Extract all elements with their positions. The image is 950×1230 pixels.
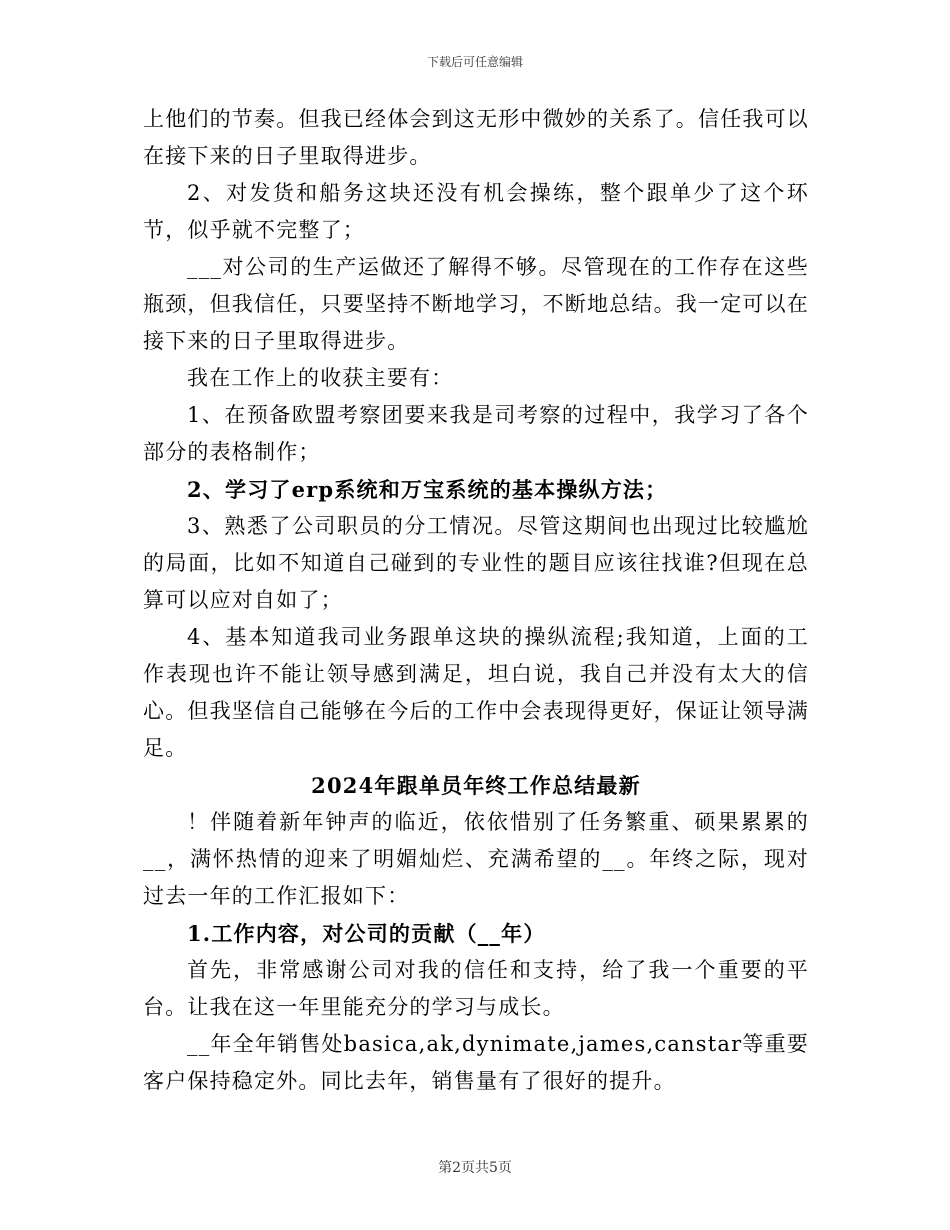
paragraph-intro: ！伴随着新年钟声的临近，依依惜别了任务繁重、硕果累累的__，满怀热情的迎来了明媚灿烂、充满希望的__。年终之际，现对过去一年的工作汇报如下： <box>143 810 809 908</box>
paragraph-continuation: 上他们的节奏。但我已经体会到这无形中微妙的关系了。信任我可以在接下来的日子里取得进步。 <box>143 107 809 168</box>
paragraph-sales: __年全年销售处basica,ak,dynimate,james,canstar等重要客户保持稳定外。同比去年，销售量有了很好的提升。 <box>143 1032 809 1093</box>
section-title: 2024年跟单员年终工作总结最新 <box>311 773 641 798</box>
paragraph-gain-1: 1、在预备欧盟考察团要来我是司考察的过程中，我学习了各个部分的表格制作； <box>143 403 809 464</box>
paragraph-shipping: 2、对发货和船务这块还没有机会操练，整个跟单少了这个环节，似乎就不完整了； <box>143 181 809 242</box>
page-footer: 第2页共5页 <box>438 1160 512 1176</box>
paragraph-gains-intro: 我在工作上的收获主要有： <box>187 366 454 390</box>
paragraph-gain-3: 3、熟悉了公司职员的分工情况。尽管这期间也出现过比较尴尬的局面，比如不知道自己碰到的专业性的题目应该往找谁?但现在总算可以应对自如了； <box>143 514 809 612</box>
paragraph-gain-4: 4、基本知道我司业务跟单这块的操纵流程;我知道，上面的工作表现也许不能让领导感到满足，坦白说，我自己并没有太大的信心。但我坚信自己能够在今后的工作中会表现得更好，保证让领导满足。 <box>143 625 809 760</box>
subheading-work-content: 1.工作内容，对公司的贡献（__年） <box>187 921 546 946</box>
document-body <box>143 101 809 1100</box>
paragraph-gain-2: 2、学习了erp系统和万宝系统的基本操纵方法； <box>187 477 668 502</box>
paragraph-thanks: 首先，非常感谢公司对我的信任和支持，给了我一个重要的平台。让我在这一年里能充分的学习与成长。 <box>143 958 809 1019</box>
page-header: 下载后可任意编辑 <box>426 55 523 69</box>
paragraph-production: ___对公司的生产运做还了解得不够。尽管现在的工作存在这些瓶颈，但我信任，只要坚持不断地学习，不断地总结。我一定可以在接下来的日子里取得进步。 <box>143 255 809 353</box>
